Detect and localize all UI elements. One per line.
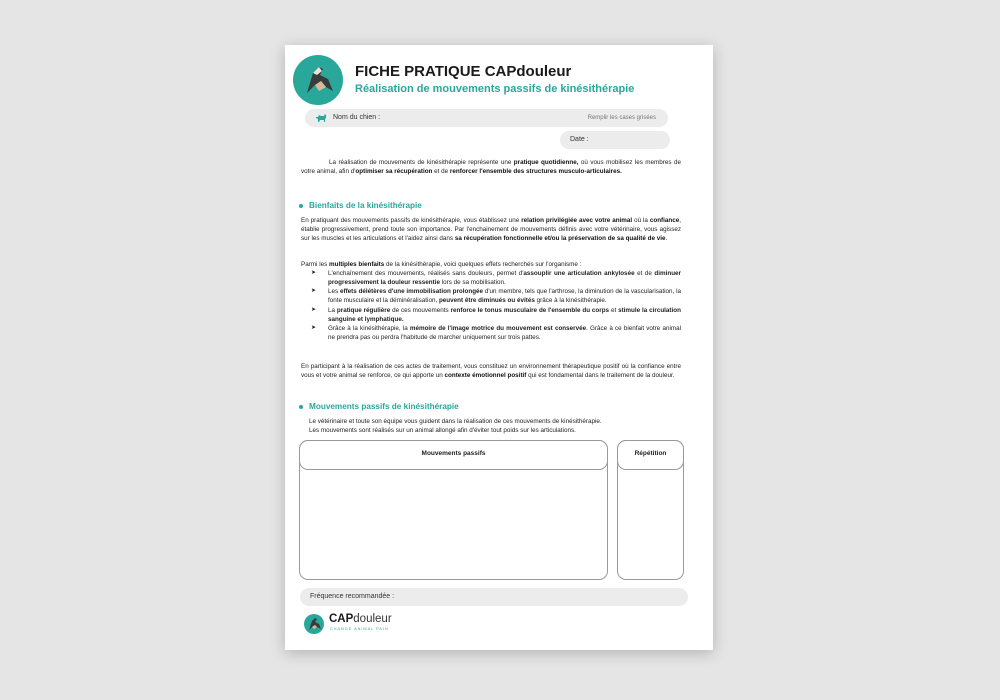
benefits-paragraph-3: En participant à la réalisation de ces actes de traitement, vous constituez un environnement thérapeutique positif où la confiance entre vous et votre animal se renforce, ce qui apporte un contexte émotionnel positif qui est fondamental dans le traitement de la douleur.: [301, 363, 681, 380]
frequency-label: Fréquence recommandée :: [310, 593, 395, 600]
movements-table-box[interactable]: [299, 440, 608, 580]
capdouleur-footer-logo-icon: [303, 613, 325, 635]
list-item: ➤ Grâce à la kinésithérapie, la mémoire de l'image motrice du mouvement est conservée. Grâce à ce bienfait votre animal ne prendra pas ou perdra l'habitude de marcher uniquement sur trois pattes.: [311, 324, 681, 341]
repetition-column-header: Répétition: [617, 440, 684, 470]
section-title-passive-movements: Mouvements passifs de kinésithérapie: [299, 402, 459, 411]
footer-brand: CAPdouleur: [329, 613, 392, 625]
list-item: ➤ La pratique régulière de ces mouvements renforce le tonus musculaire de l'ensemble du corps et stimule la circulation sanguine et lymphatique.: [311, 306, 681, 323]
passive-movements-intro: Le vétérinaire et toute son équipe vous guident dans la réalisation de ces mouvements de kinésithérapie. Les mouvements sont réalisés sur un animal allongé afin d'éviter tout poids sur les articulations.: [309, 418, 602, 435]
bullet-dot-icon: [299, 405, 303, 409]
benefits-paragraph-2: Parmi les multiples bienfaits de la kinésithérapie, voici quelques effets recherchés sur l'organisme :: [301, 261, 582, 268]
benefits-paragraph-1: En pratiquant des mouvements passifs de kinésithérapie, vous établissez une relation privilégiée avec votre animal où la confiance, établie progressivement, prend toute son importance. Par l'enchainement de mouvements définis avec votre vétérinaire, vous agissez sur les muscles et les articulations et l'aidez ainsi dans sa récupération fonctionnelle et/ou la préservation de sa qualité de vie.: [301, 217, 682, 243]
document-subtitle: Réalisation de mouvements passifs de kinésithérapie: [355, 83, 635, 95]
list-item: ➤ Les effets délétères d'une immobilisation prolongée d'un membre, tels que l'arthrose, la diminution de la vascularisation, la fonte musculaire et la déminéralisation, peuvent être diminués ou évités grâce à la kinésithérapie.: [311, 288, 682, 305]
document-title: FICHE PRATIQUE CAPdouleur: [355, 63, 572, 80]
arrow-bullet-icon: ➤: [311, 306, 317, 313]
date-label: Date :: [570, 136, 589, 143]
dog-silhouette-icon: [293, 55, 343, 105]
benefits-list: [311, 269, 681, 342]
dog-name-label: Nom du chien :: [333, 114, 381, 121]
intro-paragraph: La réalisation de mouvements de kinésithérapie représente une pratique quotidienne, où vous mobilisez les membres de votre animal, afin d'optimiser sa récupération et de renforcer l'ensemble des structures musculo-articulaires.: [301, 159, 681, 176]
arrow-bullet-icon: ➤: [311, 270, 317, 276]
document-page: [285, 45, 713, 650]
date-field[interactable]: [560, 131, 670, 149]
section-title-benefits: Bienfaits de la kinésithérapie: [299, 201, 422, 210]
repetition-table-box[interactable]: [617, 440, 684, 580]
arrow-bullet-icon: ➤: [311, 324, 317, 331]
movements-column-header: Mouvements passifs: [299, 440, 608, 470]
footer-tagline: CHANGE ANIMAL PAIN: [330, 627, 389, 631]
list-item: ➤ L'enchaînement des mouvements, réalisés sans douleurs, permet d'assouplir une articulation ankylosée et de diminuer progressivement la douleur ressentie lors de sa mobilisation.: [311, 270, 681, 287]
bullet-dot-icon: [299, 204, 303, 208]
frequency-field[interactable]: [300, 588, 688, 606]
dog-icon: [315, 113, 327, 123]
dog-name-field[interactable]: [305, 109, 668, 127]
capdouleur-logo: [293, 55, 343, 105]
fill-hint: Remplir les cases grisées: [587, 115, 656, 121]
arrow-bullet-icon: ➤: [311, 288, 317, 295]
